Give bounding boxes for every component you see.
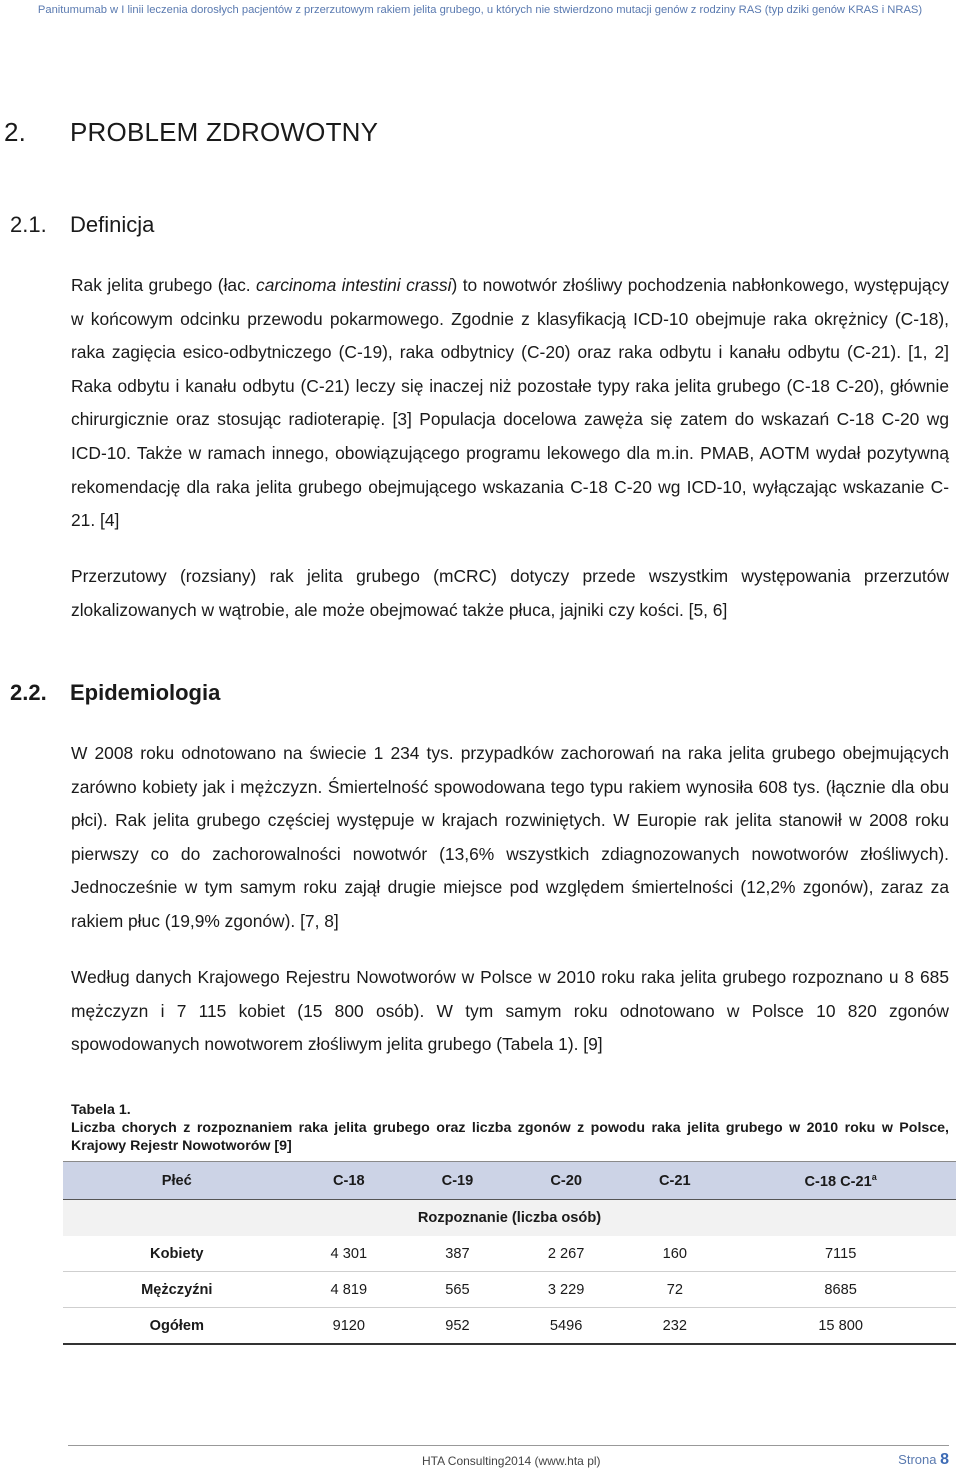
column-header: C-18 — [291, 1162, 407, 1200]
table-cell: 4 819 — [291, 1272, 407, 1308]
column-header: Płeć — [63, 1162, 291, 1200]
row-label: Mężczyźni — [63, 1272, 291, 1308]
running-header: Panitumumab w I linii leczenia dorosłych pacjentów z przerzutowym rakiem jelita grubego, u których nie stwierdzono mutacji genów z rodziny RAS (typ dziki genów KRAS i NRAS) — [37, 4, 923, 16]
row-label: Kobiety — [63, 1236, 291, 1272]
epidemiology-paragraph-1: W 2008 roku odnotowano na świecie 1 234 tys. przypadków zachorowań na raka jelita grubego obejmujących zarówno kobiety jak i mężczyzn. Śmiertelność spowodowana tego typu rakiem wynosiła 608 tys. (łącznie dla obu płci). Rak jelita grubego częściej występuje w krajach rozwiniętych. W Europie rak jelita stanowił w 2008 roku pierwszy co do zachorowalności nowotwór (13,6% wszystkich zdiagnozowanych nowotworów złośliwych). Jednocześnie w tym samym roku zajął drugie miejsce pod względem śmiertelności (12,2% zgonów), zaraz za rakiem płuc (19,9% zgonów). [7, 8] — [71, 743, 949, 931]
table-row — [63, 1236, 956, 1272]
table-subheader: Rozpoznanie (liczba osób) — [63, 1200, 956, 1237]
table-cell: 8685 — [725, 1272, 956, 1308]
table-cell: 7115 — [725, 1236, 956, 1272]
table-row — [63, 1308, 956, 1345]
column-header-text: C-18 C-21 — [804, 1173, 872, 1190]
definition-paragraph — [71, 269, 949, 538]
column-header: C-19 — [407, 1162, 508, 1200]
epidemiology-paragraph-2: Według danych Krajowego Rejestru Nowotworów w Polsce w 2010 roku raka jelita grubego rozpoznano u 8 685 mężczyzn i 7 115 kobiet (15 800 osób). W tym samym roku odnotowano w Polsce 10 820 zgonów spowodowanych nowotworem złośliwym jelita grubego (Tabela 1). [9] — [71, 967, 949, 1055]
table-cell: 160 — [624, 1236, 725, 1272]
table-cell: 3 229 — [508, 1272, 624, 1308]
subsection-number: 2.1. — [10, 212, 47, 237]
section-number: 2. — [4, 117, 27, 147]
table-cell: 5496 — [508, 1308, 624, 1345]
row-label: Ogółem — [63, 1308, 291, 1345]
column-header: C-21 — [624, 1162, 725, 1200]
table-cell: 565 — [407, 1272, 508, 1308]
table-caption — [71, 1101, 949, 1155]
metastatic-paragraph: Przerzutowy (rozsiany) rak jelita grubego (mCRC) dotyczy przede wszystkim występowania przerzutów zlokalizowanych w wątrobie, ale może obejmować także płuca, jajniki czy kości. [5, 6] — [71, 566, 949, 620]
definition-text-start: Rak jelita grubego (łac. — [71, 275, 257, 295]
page-label: Strona — [898, 1452, 937, 1467]
page-number: 8 — [940, 1451, 949, 1468]
table-cell: 9120 — [291, 1308, 407, 1345]
subsection-heading-definicja — [10, 212, 154, 238]
footer-divider — [68, 1445, 949, 1446]
page-indicator — [898, 1451, 949, 1469]
table-caption-text: Liczba chorych z rozpoznaniem raka jelita grubego oraz liczba zgonów z powodu raka jelita grubego w 2010 roku w Polsce, Krajowy Rejestr Nowotworów [9] — [71, 1120, 949, 1154]
table-cell: 387 — [407, 1236, 508, 1272]
table-subheader-row — [63, 1200, 956, 1237]
section-heading — [4, 117, 378, 148]
table-cell: 15 800 — [725, 1308, 956, 1345]
table-cell: 4 301 — [291, 1236, 407, 1272]
subsection-number: 2.2. — [10, 680, 47, 705]
table-cell: 232 — [624, 1308, 725, 1345]
footnote-marker: a — [871, 1171, 877, 1182]
table-header-row — [63, 1162, 956, 1200]
subsection-heading-epidemiologia — [10, 680, 220, 706]
incidence-table — [63, 1161, 956, 1345]
definition-text-rest: ) to nowotwór złośliwy pochodzenia nabłonkowego, występujący w końcowym odcinku przewodu pokarmowego. Zgodnie z klasyfikacją ICD-10 obejmuje raka okrężnicy (C-18), raka zagięcia esico-odbytniczego (C-19), raka odbytnicy (C-20) oraz raka odbytu i kanału odbytu (C-21). [1, 2] Raka odbytu i kanału odbytu (C-21) leczy się inaczej niż pozostałe typy raka jelita grubego (C-18 C-20), głównie chirurgicznie oraz stosując radioterapię. [3] Populacja docelowa zawęża się zatem do wskazań C-18 C-20 wg ICD-10. Także w ramach innego, obowiązującego programu lekowego dla m.in. PMAB, AOTM wydał pozytywną rekomendację dla raka jelita grubego obejmującego wskazania C-18 C-20 wg ICD-10, wyłączając wskazanie C-21. [4] — [71, 275, 949, 531]
table-row — [63, 1272, 956, 1308]
latin-term: carcinoma intestini crassi — [256, 275, 452, 295]
column-header: C-20 — [508, 1162, 624, 1200]
table-cell: 72 — [624, 1272, 725, 1308]
footer-company: HTA Consulting2014 (www.hta pl) — [422, 1454, 601, 1468]
subsection-title: Definicja — [70, 212, 155, 237]
table-cell: 952 — [407, 1308, 508, 1345]
table-label: Tabela 1. — [71, 1102, 131, 1118]
table-cell: 2 267 — [508, 1236, 624, 1272]
subsection-title: Epidemiologia — [70, 680, 221, 705]
section-title: PROBLEM ZDROWOTNY — [70, 117, 379, 147]
column-header — [725, 1162, 956, 1200]
